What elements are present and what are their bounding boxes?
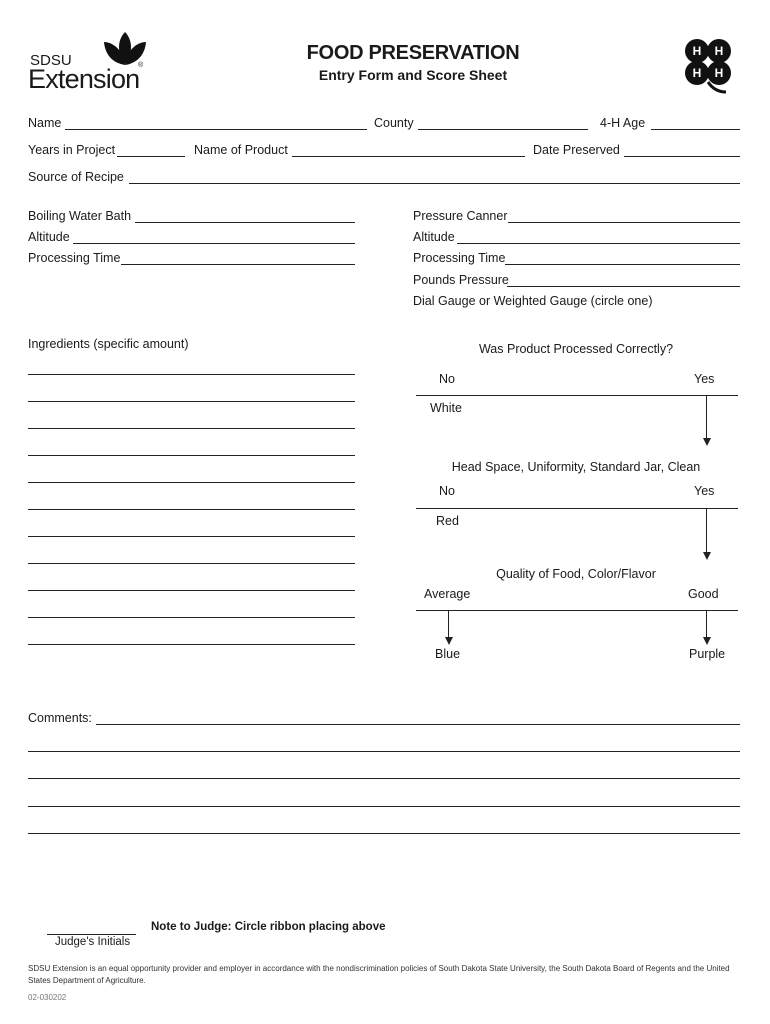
q1-result-white[interactable]: White [430, 401, 462, 415]
q3-rule [416, 610, 738, 611]
comments-label: Comments: [28, 711, 92, 725]
q2-label: Head Space, Uniformity, Standard Jar, Clean [451, 460, 701, 474]
ingredient-line[interactable] [28, 374, 355, 375]
left-processing-field[interactable] [121, 264, 355, 265]
ingredient-line[interactable] [28, 563, 355, 564]
page-title: FOOD PRESERVATION [306, 42, 520, 64]
boiling-label: Boiling Water Bath [28, 209, 132, 223]
q2-no[interactable]: No [439, 484, 455, 498]
q3-left-connector [448, 611, 449, 637]
judge-initials-field[interactable] [47, 934, 136, 935]
left-altitude-field[interactable] [73, 243, 355, 244]
q3-result-purple[interactable]: Purple [689, 647, 726, 661]
clover-icon [676, 30, 740, 94]
q1-no[interactable]: No [439, 372, 455, 386]
years-field[interactable] [117, 156, 185, 157]
ingredients-label: Ingredients (specific amount) [28, 337, 189, 351]
date-field[interactable] [624, 156, 740, 157]
name-field[interactable] [65, 129, 367, 130]
boiling-field[interactable] [135, 222, 355, 223]
q3-label: Quality of Food, Color/Flavor [496, 567, 656, 581]
right-processing-field[interactable] [505, 264, 740, 265]
logo-org: SDSU [30, 52, 72, 69]
q1-connector [706, 396, 707, 438]
clover-letter: H [692, 44, 702, 58]
canner-label: Pressure Canner [413, 209, 508, 223]
q3-result-blue[interactable]: Blue [435, 647, 461, 661]
down-arrow-icon [703, 552, 711, 560]
comments-line[interactable] [28, 806, 740, 807]
down-arrow-icon [703, 438, 711, 446]
clover-letter: H [692, 66, 702, 80]
q1-label: Was Product Processed Correctly? [478, 342, 674, 356]
source-field[interactable] [129, 183, 740, 184]
q2-yes[interactable]: Yes [694, 484, 715, 498]
judge-note: Note to Judge: Circle ribbon placing above [151, 921, 386, 933]
down-arrow-icon [445, 637, 453, 645]
comments-field[interactable] [96, 724, 740, 725]
ingredient-line[interactable] [28, 482, 355, 483]
ingredient-line[interactable] [28, 590, 355, 591]
canner-field[interactable] [508, 222, 740, 223]
left-altitude-label: Altitude [28, 230, 70, 244]
right-altitude-field[interactable] [457, 243, 740, 244]
q2-result-red[interactable]: Red [436, 514, 459, 528]
source-label: Source of Recipe [28, 170, 124, 184]
right-altitude-label: Altitude [413, 230, 455, 244]
county-field[interactable] [418, 129, 588, 130]
clover-letter: H [714, 66, 724, 80]
right-processing-label: Processing Time [413, 251, 506, 265]
age-label: 4-H Age [600, 116, 646, 130]
product-field[interactable] [292, 156, 525, 157]
age-field[interactable] [651, 129, 740, 130]
form-code: 02-030202 [28, 993, 67, 1002]
page-subtitle: Entry Form and Score Sheet [318, 67, 508, 83]
ingredient-line[interactable] [28, 536, 355, 537]
four-h-clover-logo [676, 30, 740, 94]
pounds-label: Pounds Pressure [413, 273, 509, 287]
q2-connector [706, 509, 707, 552]
pounds-field[interactable] [507, 286, 740, 287]
ingredient-line[interactable] [28, 509, 355, 510]
down-arrow-icon [703, 637, 711, 645]
years-label: Years in Project [28, 143, 116, 157]
name-label: Name [28, 116, 62, 130]
comments-line[interactable] [28, 833, 740, 834]
judge-initials-label: Judge's Initials [55, 936, 131, 948]
q3-good[interactable]: Good [688, 587, 719, 601]
ingredient-line[interactable] [28, 428, 355, 429]
ingredient-line[interactable] [28, 401, 355, 402]
q1-rule [416, 395, 738, 396]
registered-mark: ® [138, 62, 144, 69]
clover-letter: H [714, 44, 724, 58]
product-label: Name of Product [194, 143, 288, 157]
ingredient-line[interactable] [28, 617, 355, 618]
left-processing-label: Processing Time [28, 251, 121, 265]
q2-rule [416, 508, 738, 509]
q3-right-connector [706, 611, 707, 637]
q3-average[interactable]: Average [424, 587, 471, 601]
gauge-label[interactable]: Dial Gauge or Weighted Gauge (circle one) [413, 294, 653, 308]
date-label: Date Preserved [533, 143, 620, 157]
ingredient-line[interactable] [28, 455, 355, 456]
ingredient-line[interactable] [28, 644, 355, 645]
comments-line[interactable] [28, 778, 740, 779]
county-label: County [374, 116, 414, 130]
disclaimer: SDSU Extension is an equal opportunity provider and employer in accordance with the nondiscrimination policies of South Dakota State University, the South Dakota Board of Regents and the United States Department of Agriculture. [28, 964, 730, 985]
logo-name: Extension [28, 64, 140, 94]
q1-yes[interactable]: Yes [694, 372, 715, 386]
comments-line[interactable] [28, 751, 740, 752]
